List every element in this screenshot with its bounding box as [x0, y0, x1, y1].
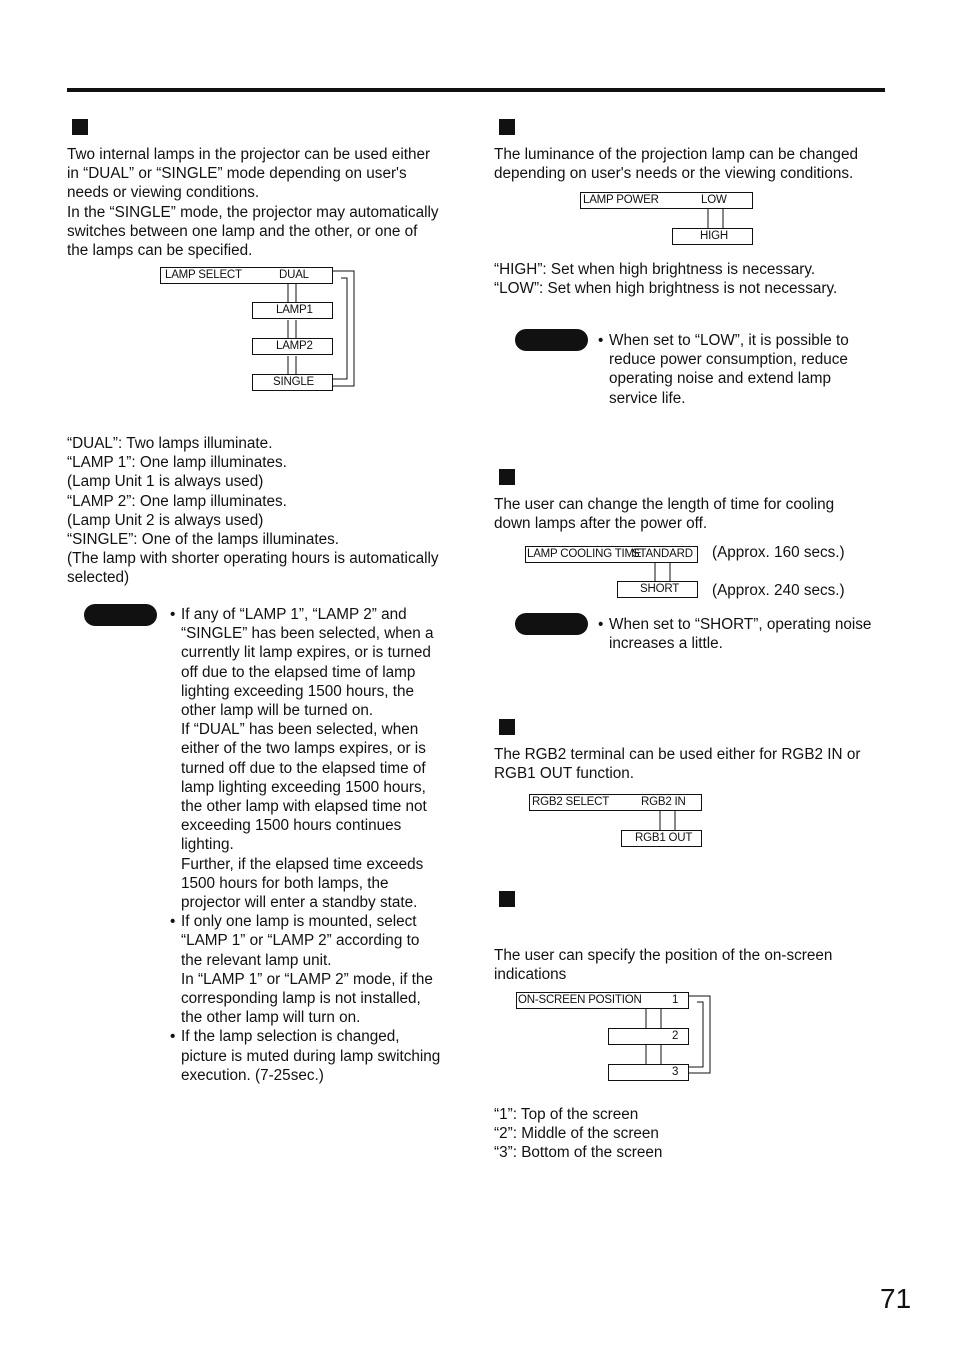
cooling-option-short: SHORT [640, 583, 680, 595]
rgb2-option-in: RGB2 IN [641, 796, 686, 808]
text-line: the lamps can be specified. [67, 242, 253, 260]
lamp-power-option-low: LOW [701, 194, 727, 206]
text-line: “LAMP 2”: One lamp illuminates. [67, 492, 287, 510]
note-item: • If the lamp selection is changed, picture is muted during lamp switching execution. (7-25sec.) [170, 1027, 440, 1085]
text-line: “LAMP 1”: One lamp illuminates. [67, 454, 287, 472]
osd-option-1: 1 [672, 994, 679, 1006]
lamp-select-option-lamp1: LAMP1 [276, 304, 313, 316]
osd-label: ON-SCREEN POSITION [518, 994, 642, 1006]
text-line: selected) [67, 569, 130, 587]
text-line: switches between one lamp and the other, or one of [67, 222, 418, 240]
text-line: in “DUAL” or “SINGLE” mode depending on user's [67, 165, 407, 183]
text-line: needs or viewing conditions. [67, 184, 260, 202]
text-line: (The lamp with shorter operating hours is automatically [67, 550, 439, 568]
text-line: (Lamp Unit 1 is always used) [67, 473, 264, 491]
text-line: “SINGLE”: One of the lamps illuminates. [67, 531, 340, 549]
lamp-power-descriptions: “HIGH”: Set when high brightness is necessary. “LOW”: Set when high brightness is not necessary. [494, 261, 838, 298]
cooling-intro: The user can change the length of time for cooling down lamps after the power off. [494, 496, 835, 533]
text-line: “DUAL”: Two lamps illuminate. [67, 435, 273, 452]
cooling-approx-short: (Approx. 240 secs.) [712, 582, 845, 599]
text-line: (Lamp Unit 2 is always used) [67, 511, 264, 529]
cooling-label: LAMP COOLING TIME [527, 548, 642, 560]
note-item: • If any of “LAMP 1”, “LAMP 2” and “SINGLE” has been selected, when a currently lit lamp expires, or is turned off due to the elapsed time of lamp lighting exceeding 1500 hours, the other lamp will be turned on. If “DUAL” has been selected, when either of the two lamps expires, or is turned off due to the elapsed time of lamp lighting exceeding 1500 hours, the other lamp with elapsed time not exceeding 1500 hours continues lighting. Further, if the elapsed time exceeds 1500 hours for both lamps, the projector will enter a standby state. [170, 605, 440, 912]
lamp-select-option-lamp2: LAMP2 [276, 340, 313, 352]
osd-option-3: 3 [672, 1066, 679, 1078]
note-item: • When set to “LOW”, it is possible to reduce power consumption, reduce operating noise and extend lamp service life. [598, 331, 849, 408]
note-item: • If only one lamp is mounted, select “LAMP 1” or “LAMP 2” according to the relevant lamp unit. In “LAMP 1” or “LAMP 2” mode, if the corresponding lamp is not installed, the other lamp will turn on. [170, 912, 440, 1027]
lamp-select-option-single: SINGLE [273, 376, 314, 388]
lamp-power-option-high: HIGH [700, 230, 728, 242]
lamp-select-option-dual: DUAL [279, 269, 309, 281]
lamp-power-label: LAMP POWER [583, 194, 659, 206]
lamp-power-intro: The luminance of the projection lamp can be changed depending on user's needs or the viewing conditions. [494, 146, 858, 183]
text-line: Two internal lamps in the projector can be used either [67, 146, 431, 163]
rgb2-label: RGB2 SELECT [532, 796, 610, 808]
note-item: • When set to “SHORT”, operating noise increases a little. [598, 615, 871, 653]
cooling-option-standard: STANDARD [632, 548, 693, 560]
lamp-select-label: LAMP SELECT [165, 269, 242, 281]
page-number: 71 [880, 1283, 912, 1314]
osd-option-2: 2 [672, 1030, 679, 1042]
text-line: In the “SINGLE” mode, the projector may automatically [67, 203, 439, 221]
cooling-approx-standard: (Approx. 160 secs.) [712, 544, 845, 561]
rgb2-option-out: RGB1 OUT [635, 832, 693, 844]
rgb2-intro: The RGB2 terminal can be used either for RGB2 IN or RGB1 OUT function. [494, 746, 861, 783]
osd-descriptions: “1”: Top of the screen “2”: Middle of the screen “3”: Bottom of the screen [494, 1106, 663, 1162]
osd-intro: The user can specify the position of the on-screen indications [494, 947, 833, 984]
